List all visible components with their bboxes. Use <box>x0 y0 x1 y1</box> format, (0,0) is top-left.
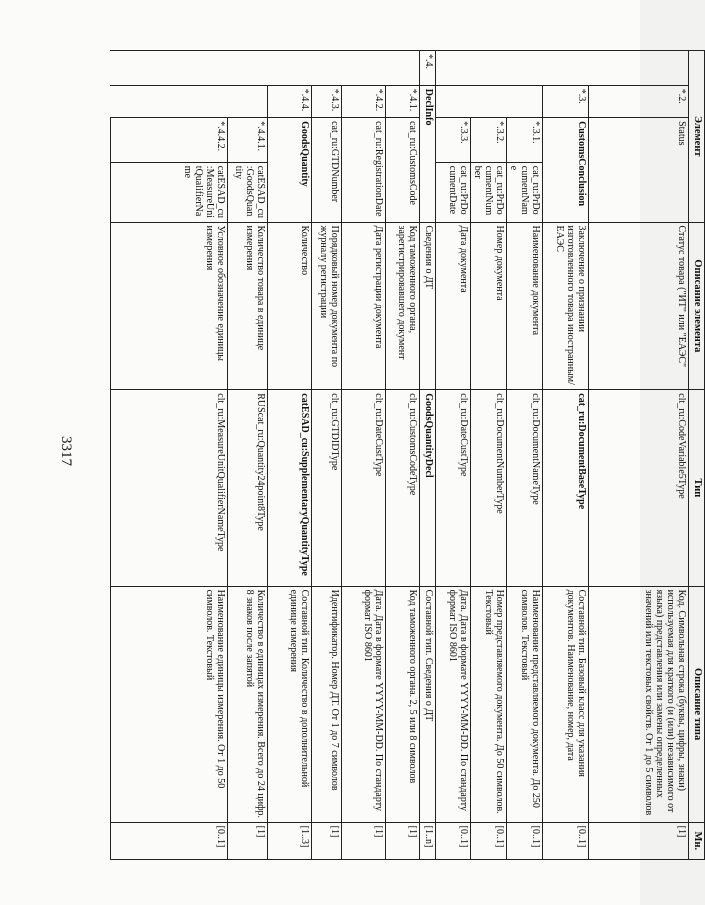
row-number: *.3.2. <box>471 118 507 163</box>
table-row <box>312 51 342 860</box>
element-type: clt_ru:GTDIDType <box>312 390 342 586</box>
element-name: catESAD_cu:MeasureUnitQualifierName <box>111 162 228 222</box>
element-description: Заключение о признании изготовленного товара иностранным/ЕАЭС <box>543 222 589 390</box>
element-description: Дата регистрации документа <box>342 222 386 390</box>
type-description: Идентификатор. Номер ДТ. От 1 до 7 символов <box>312 586 342 822</box>
multiplicity: [1] <box>342 822 386 859</box>
element-type: clt_ru:CodeVariable5Type <box>589 390 689 586</box>
element-name: GoodsQuantity <box>268 118 312 222</box>
element-name: cat_ru:PrDocumentNumber <box>471 162 507 222</box>
table-row <box>589 51 689 860</box>
multiplicity: [1] <box>228 822 268 859</box>
table-row <box>268 51 312 860</box>
element-description: Условное обозначение единицы измерения <box>111 222 228 390</box>
element-description: Дата документа <box>436 222 471 390</box>
element-type: cat_ru:DocumentBaseType <box>543 390 589 586</box>
schema-table <box>110 50 705 860</box>
header-multiplicity: Мн. <box>689 822 705 859</box>
type-description: Количество в единицах измерения. Всего до 24 цифр. 8 знаков после запятой <box>228 586 268 822</box>
header-element: Элемент <box>689 51 705 223</box>
element-type: clt_ru:DocumentNameType <box>507 390 543 586</box>
multiplicity: [1..n] <box>420 822 436 859</box>
element-description: Код таможенного органа, зарегистрировавшего документ <box>386 222 420 390</box>
element-type: clt_ru:DateCustType <box>342 390 386 586</box>
table-row <box>111 51 228 860</box>
type-description: Номер представляемого документа. До 50 символов. Текстовый <box>471 586 507 822</box>
page-number: 3317 <box>58 436 74 466</box>
element-name: cat_ru:GTDNumber <box>312 118 342 222</box>
table-row <box>420 51 436 860</box>
multiplicity: [1] <box>386 822 420 859</box>
header-type-description: Описание типа <box>689 586 705 822</box>
row-number: *.4.1. <box>386 85 420 117</box>
row-number: *.4.2. <box>342 85 386 117</box>
rotated-table-wrapper <box>0 50 705 851</box>
header-row <box>689 51 705 860</box>
multiplicity: [0..1] <box>543 822 589 859</box>
header-description: Описание элемента <box>689 222 705 390</box>
element-description: Количество товара в единице измерения <box>228 222 268 390</box>
table-row <box>342 51 386 860</box>
header-type: Тип <box>689 390 705 586</box>
element-description: Номер документа <box>471 222 507 390</box>
row-number: *.4. <box>420 51 436 86</box>
row-number: *.4.3. <box>312 85 342 117</box>
multiplicity: [0..1] <box>507 822 543 859</box>
element-name: cat_ru:RegistrationDate <box>342 118 386 222</box>
type-description: Составной тип. Сведения о ДТ <box>420 586 436 822</box>
element-name: CustomsConclusion <box>543 118 589 222</box>
table-row <box>507 51 543 860</box>
type-description: Код. Символьная строка (буквы, цифры, знаки) используемая для краткого (и (или) независимого от языка) представления или замены определенных значений или текстовых свойств. От 1 до 5 символов <box>589 586 689 822</box>
multiplicity: [1..3] <box>268 822 312 859</box>
multiplicity: [0..1] <box>111 822 228 859</box>
element-name: Status <box>589 118 689 222</box>
type-description: Дата. Дата в формате YYYY-MM-DD. По стандарту формат ISO 8601 <box>342 586 386 822</box>
element-name: cat_ru:PrDocumentDate <box>436 162 471 222</box>
element-type: clt_ru:DocumentNumberType <box>471 390 507 586</box>
row-number: *.3.1. <box>507 118 543 163</box>
element-type: clt_ru:DateCustType <box>436 390 471 586</box>
row-number: *.2. <box>589 85 689 117</box>
element-name: cat_ru:CustomsCode <box>386 118 420 222</box>
row-number: *.4.4.2. <box>111 118 228 163</box>
row-number: *.3.3. <box>436 118 471 163</box>
row-number: *.3. <box>543 85 589 117</box>
multiplicity: [1] <box>312 822 342 859</box>
type-description: Дата. Дата в формате YYYY-MM-DD. По стандарту формат ISO 8601 <box>436 586 471 822</box>
element-type: clt_ru:MeasureUnitQualifierNameType <box>111 390 228 586</box>
element-description: Наименование документа <box>507 222 543 390</box>
element-type: RUScat_ru:Quantity24point8Type <box>228 390 268 586</box>
row-number: *.4.4. <box>268 85 312 117</box>
table-row <box>228 51 268 860</box>
element-name: cat_ru:PrDocumentName <box>507 162 543 222</box>
type-description: Наименование представляемого документа. До 250 символов. Текстовый <box>507 586 543 822</box>
table-row <box>543 51 589 860</box>
element-description: Порядковый номер документа по журналу регистрации <box>312 222 342 390</box>
table-row <box>386 51 420 860</box>
type-description: Составной тип. Базовый класс для указания документов. Наименование, номер, дата <box>543 586 589 822</box>
table-row <box>471 51 507 860</box>
multiplicity: [0..1] <box>471 822 507 859</box>
multiplicity: [1] <box>589 822 689 859</box>
row-number: *.4.4.1. <box>228 118 268 163</box>
element-type: catESAD_cu:SupplementaryQuantityType <box>268 390 312 586</box>
element-type: GoodsQuantityDecl <box>420 390 436 586</box>
element-description: Количество <box>268 222 312 390</box>
type-description: Составной тип. Количество в дополнительной единице измерения <box>268 586 312 822</box>
element-description: Сведения о ДТ <box>420 222 436 390</box>
element-type: clt_ru:CustomsCodeType <box>386 390 420 586</box>
element-description: Статус товара ("ИТ" или "ЕАЭС" <box>589 222 689 390</box>
type-description: Код таможенного органа. 2, 5 или 8 символов <box>386 586 420 822</box>
multiplicity: [0..1] <box>436 822 471 859</box>
element-name: DeclInfo <box>420 85 436 222</box>
table-row <box>436 51 471 860</box>
type-description: Наименование единицы измерения. От 1 до 50 символов. Текстовый <box>111 586 228 822</box>
element-name: catESAD_cu:GoodsQuantity <box>228 162 268 222</box>
